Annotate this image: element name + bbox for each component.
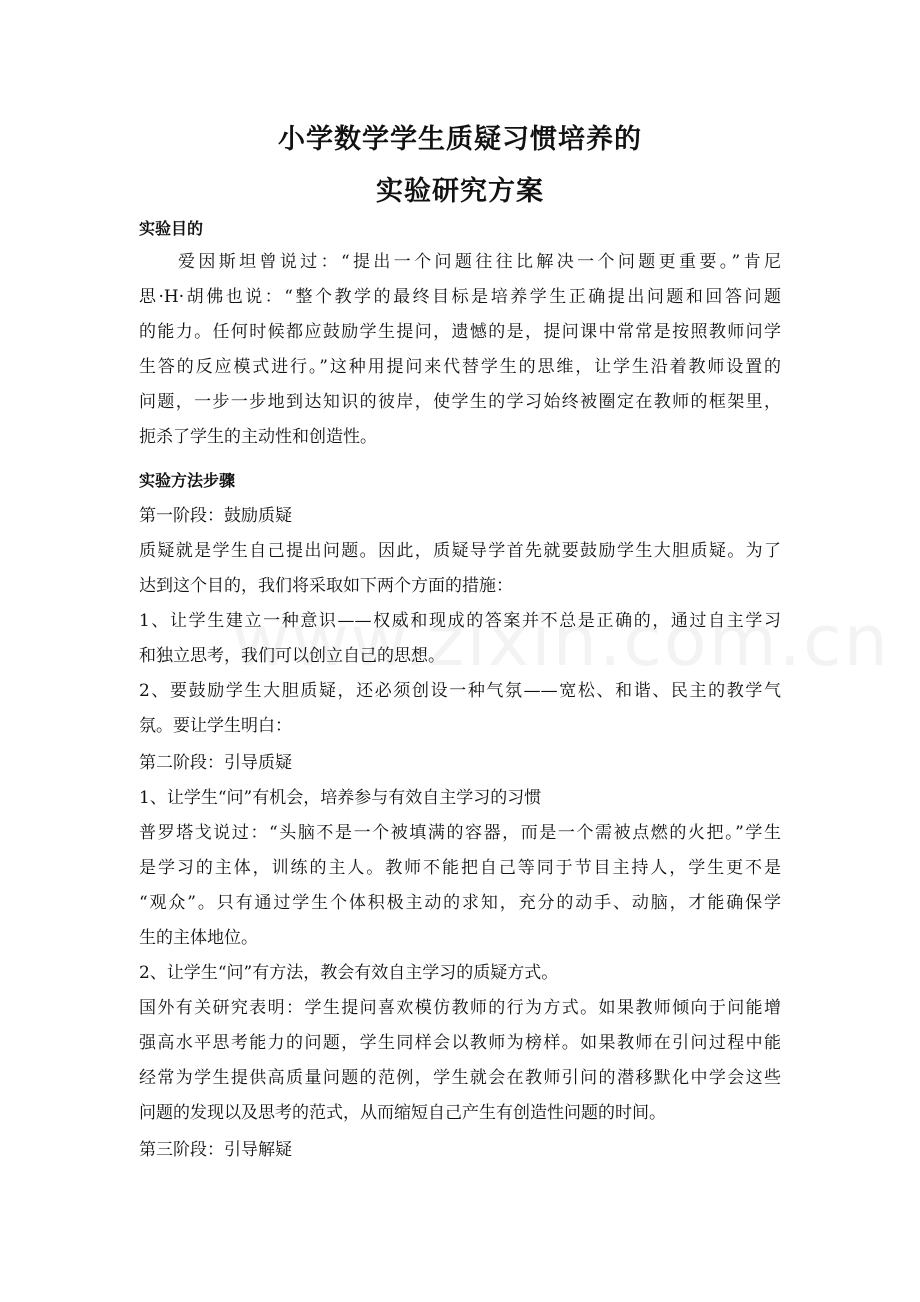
paragraph-line: 生的主体地位。 bbox=[139, 928, 258, 948]
paragraph-line: 强高水平思考能力的问题，学生同样会以教师为榜样。如果教师在引问过程中能 bbox=[139, 1033, 781, 1053]
list-item-line: 和独立思考，我们可以创立自己的思想。 bbox=[139, 646, 445, 666]
list-item-line: 氛。要让学生明白： bbox=[139, 716, 292, 736]
paragraph-line: 思·H·胡佛也说：“整个教学的最终目标是培养学生正确提出问题和回答问题 bbox=[139, 287, 781, 307]
stage-heading: 第二阶段：引导质疑 bbox=[139, 753, 292, 773]
paragraph-line: 普罗塔戈说过：“头脑不是一个被填满的容器，而是一个需被点燃的火把。”学生 bbox=[139, 823, 781, 843]
stage-heading: 第一阶段：鼓励质疑 bbox=[139, 506, 292, 526]
list-item-line: 2、要鼓励学生大胆质疑，还必须创设一种气氛——宽松、和谐、民主的教学气 bbox=[139, 681, 781, 701]
paragraph-line: 生答的反应模式进行。”这种用提问来代替学生的思维，让学生沿着教师设置的 bbox=[139, 357, 781, 377]
paragraph-line: 问题，一步一步地到达知识的彼岸，使学生的学习始终被圈定在教师的框架里， bbox=[139, 392, 781, 412]
paragraph-line: 经常为学生提供高质量问题的范例，学生就会在教师引问的潜移默化中学会这些 bbox=[139, 1068, 781, 1088]
section-heading-method: 实验方法步骤 bbox=[139, 471, 236, 490]
paragraph-line: 扼杀了学生的主动性和创造性。 bbox=[139, 427, 377, 447]
list-item-line: 1、让学生建立一种意识——权威和现成的答案并不总是正确的，通过自主学习 bbox=[139, 611, 781, 631]
document-title-line-2: 实验研究方案 bbox=[376, 176, 544, 207]
paragraph-line: 达到这个目的，我们将采取如下两个方面的措施： bbox=[139, 576, 513, 596]
paragraph-line: 国外有关研究表明：学生提问喜欢模仿教师的行为方式。如果教师倾向于问能增 bbox=[139, 998, 781, 1018]
list-item-line: 2、让学生“问”有方法，教会有效自主学习的质疑方式。 bbox=[139, 963, 559, 983]
stage-heading: 第三阶段：引导解疑 bbox=[139, 1140, 292, 1160]
paragraph-line: “观众”。只有通过学生个体积极主动的求知，充分的动手、动脑，才能确保学 bbox=[139, 893, 781, 913]
list-item-line: 1、让学生“问”有机会，培养参与有效自主学习的习惯 bbox=[139, 788, 542, 808]
paragraph-line: 爱因斯坦曾说过：“提出一个问题往往比解决一个问题更重要。”肯尼 bbox=[178, 252, 781, 272]
paragraph-line: 是学习的主体，训练的主人。教师不能把自己等同于节目主持人，学生更不是 bbox=[139, 858, 781, 878]
paragraph-line: 问题的发现以及思考的范式，从而缩短自己产生有创造性问题的时间。 bbox=[139, 1103, 666, 1123]
section-heading-purpose: 实验目的 bbox=[139, 219, 204, 238]
paragraph-line: 的能力。任何时候都应鼓励学生提问，遗憾的是，提问课中常常是按照教师问学 bbox=[139, 322, 781, 342]
paragraph-line: 质疑就是学生自己提出问题。因此，质疑导学首先就要鼓励学生大胆质疑。为了 bbox=[139, 541, 781, 561]
document-title-line-1: 小学数学学生质疑习惯培养的 bbox=[278, 124, 642, 155]
